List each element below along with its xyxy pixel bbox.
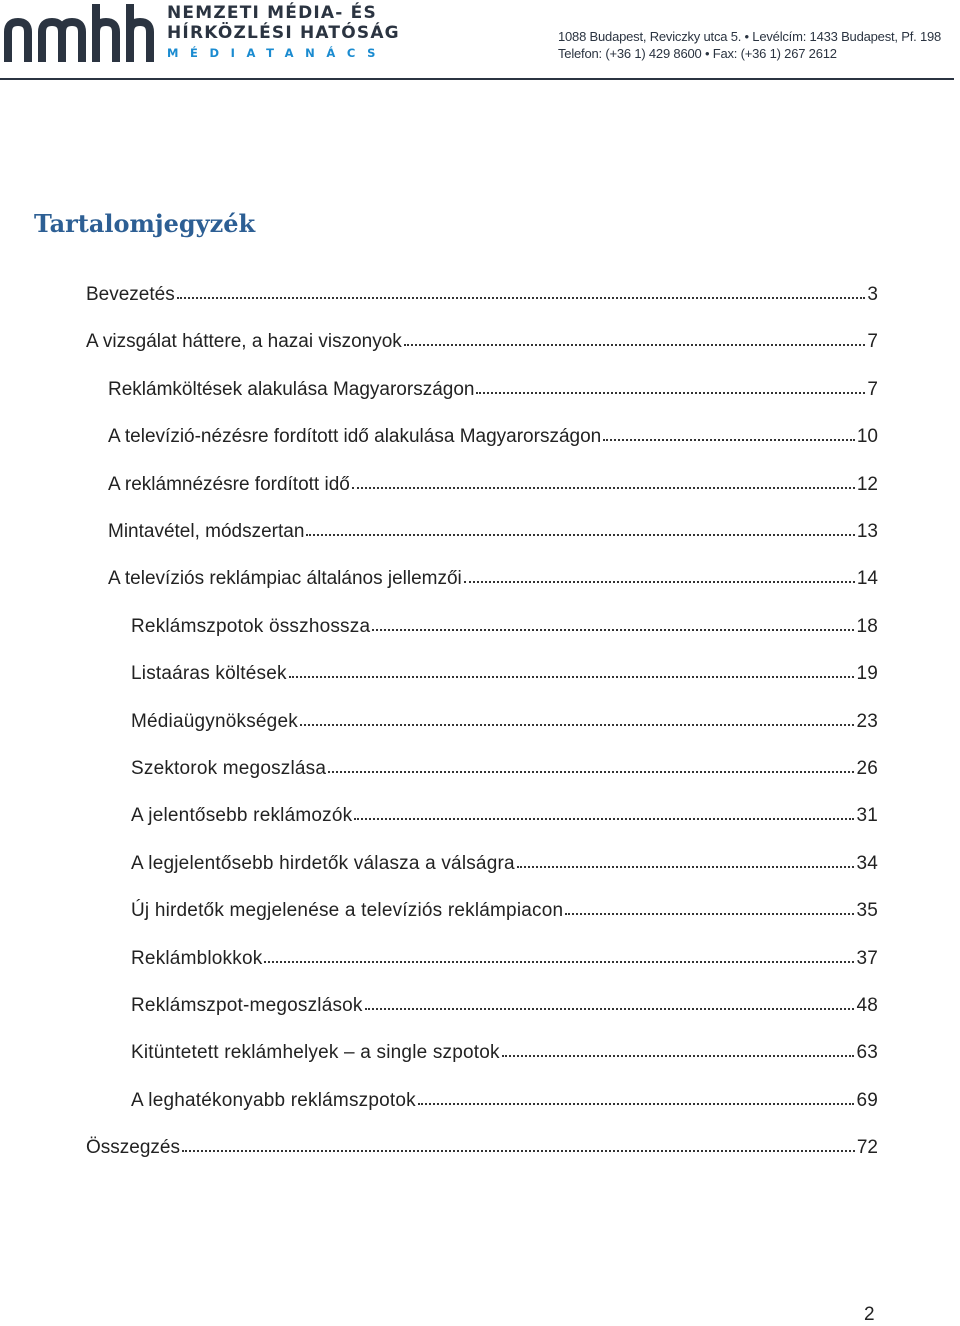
toc-entry-page: 69 (856, 1090, 878, 1111)
toc-entry-label: Mintavétel, módszertan (108, 521, 305, 542)
toc-entry-label: Kitüntetett reklámhelyek – a single szpotok (131, 1042, 500, 1063)
toc-title: Tartalomjegyzék (34, 209, 256, 238)
toc-entry-label: Szektorok megoszlása (131, 758, 327, 779)
toc-entry-label: A jelentősebb reklámozók (131, 805, 353, 826)
page-header (0, 0, 960, 82)
toc-entry-label: A reklámnézésre fordított idő (108, 474, 350, 495)
toc-entry-label: Új hirdetők megjelenése a televíziós reklámpiacon (131, 900, 564, 921)
phone-fax-line: Telefon: (+36 1) 429 8600 • Fax: (+36 1) 267 2612 (558, 46, 837, 61)
toc-entry-page: 23 (856, 711, 878, 732)
org-name-line1: NEMZETI MÉDIA- ÉS (167, 3, 377, 23)
organization-name (167, 3, 400, 61)
toc-entry[interactable] (131, 896, 878, 924)
toc-dot-leader (352, 470, 855, 490)
toc-dot-leader (565, 896, 854, 916)
toc-entry-page: 48 (856, 995, 878, 1016)
toc-entry-page: 12 (856, 474, 878, 495)
toc-entry-label: Médiaügynökségek (131, 711, 298, 732)
toc-dot-leader (476, 375, 865, 395)
toc-entry-page: 72 (856, 1137, 878, 1158)
toc-entry-label: A legjelentősebb hirdetők válasza a válságra (131, 853, 515, 874)
toc-dot-leader (418, 1086, 855, 1106)
toc-entry[interactable] (131, 707, 878, 735)
toc-dot-leader (264, 944, 854, 964)
toc-entry[interactable] (86, 1133, 878, 1161)
toc-entry[interactable] (86, 327, 878, 355)
toc-dot-leader (289, 659, 855, 679)
toc-entry-label: Összegzés (86, 1137, 180, 1158)
toc-entry-page: 37 (856, 948, 878, 969)
toc-entry[interactable] (108, 375, 878, 403)
toc-entry[interactable] (86, 280, 878, 308)
toc-entry-page: 35 (856, 900, 878, 921)
toc-entry[interactable] (131, 612, 878, 640)
toc-dot-leader (300, 707, 855, 727)
toc-entry[interactable] (108, 517, 878, 545)
toc-dot-leader (464, 564, 855, 584)
header-divider (0, 78, 954, 80)
toc-dot-leader (354, 801, 854, 821)
page-number: 2 (864, 1304, 875, 1325)
toc-entry-page: 13 (856, 521, 878, 542)
toc-entry-label: A televíziós reklámpiac általános jellemzői (108, 568, 462, 589)
toc-entry[interactable] (131, 991, 878, 1019)
toc-dot-leader (502, 1038, 855, 1058)
toc-entry-page: 3 (867, 284, 878, 305)
address-line: 1088 Budapest, Reviczky utca 5. • Levélcím: 1433 Budapest, Pf. 198 (558, 29, 942, 44)
toc-entry[interactable] (131, 801, 878, 829)
org-name-line2: HÍRKÖZLÉSI HATÓSÁG (167, 23, 400, 43)
toc-entry[interactable] (108, 422, 878, 450)
toc-entry-label: A vizsgálat háttere, a hazai viszonyok (86, 331, 402, 352)
toc-dot-leader (404, 327, 866, 347)
toc-entry-page: 18 (856, 616, 878, 637)
toc-entry-label: A leghatékonyabb reklámszpotok (131, 1090, 416, 1111)
toc-entry[interactable] (131, 849, 878, 877)
nmhh-logo (2, 2, 156, 62)
toc-dot-leader (182, 1133, 855, 1153)
toc-entry[interactable] (131, 1038, 878, 1066)
toc-entry-label: Reklámszpotok összhossza (131, 616, 371, 637)
contact-address (558, 28, 941, 62)
toc-entry-page: 63 (856, 1042, 878, 1063)
toc-dot-leader (365, 991, 855, 1011)
toc-dot-leader (306, 517, 854, 537)
toc-entry[interactable] (131, 944, 878, 972)
toc-entry-page: 31 (856, 805, 878, 826)
toc-entry-label: Reklámszpot-megoszlások (131, 995, 363, 1016)
toc-entry[interactable] (131, 754, 878, 782)
org-name-line3: MÉDIATANÁCS (167, 46, 388, 60)
toc-entry[interactable] (108, 564, 878, 592)
toc-entry-page: 26 (856, 758, 878, 779)
toc-entry-page: 19 (856, 663, 878, 684)
toc-entry-page: 7 (867, 331, 878, 352)
toc-entry[interactable] (108, 470, 878, 498)
toc-entry[interactable] (131, 1086, 878, 1114)
toc-dot-leader (372, 612, 854, 632)
toc-entry-label: Bevezetés (86, 284, 175, 305)
toc-dot-leader (603, 422, 855, 442)
toc-entry-label: Reklámköltések alakulása Magyarországon (108, 379, 475, 400)
toc-dot-leader (177, 280, 866, 300)
toc-entry-page: 14 (856, 568, 878, 589)
toc-entry-page: 10 (856, 426, 878, 447)
toc-dot-leader (328, 754, 854, 774)
toc-entry[interactable] (131, 659, 878, 687)
toc-entry-label: Reklámblokkok (131, 948, 263, 969)
toc-entry-page: 34 (856, 853, 878, 874)
toc-dot-leader (517, 849, 855, 869)
toc-entry-page: 7 (867, 379, 878, 400)
toc-entry-label: A televízió-nézésre fordított idő alakulása Magyarországon (108, 426, 602, 447)
toc-entry-label: Listaáras költések (131, 663, 287, 684)
